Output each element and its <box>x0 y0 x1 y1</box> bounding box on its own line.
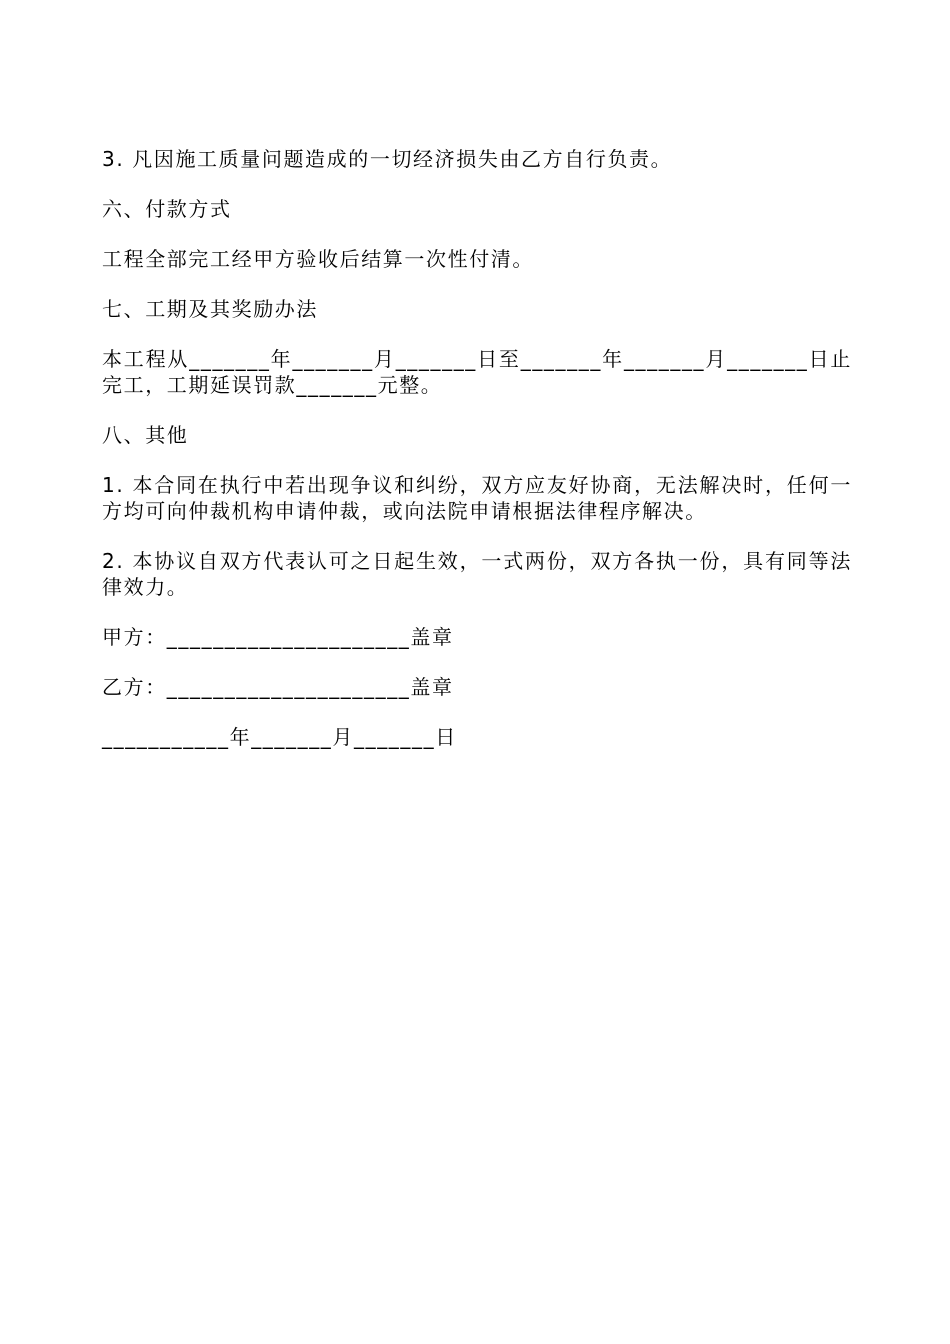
section-8-heading: 八、其他 <box>102 423 189 447</box>
date-line: ___________年_______月_______日 <box>102 725 457 749</box>
document-body <box>102 146 852 750</box>
construction-period-text: 本工程从_______年_______月_______日至_______年_______月_______日止完工，工期延误罚款_______元整。 <box>102 347 852 397</box>
clause-3-quality-loss: 3. 凡因施工质量问题造成的一切经济损失由乙方自行负责。 <box>102 147 673 171</box>
party-a-signature-line: 甲方：_____________________盖章 <box>102 625 454 649</box>
section-6-heading: 六、付款方式 <box>102 197 232 221</box>
payment-method-text: 工程全部完工经甲方验收后结算一次性付清。 <box>102 247 534 271</box>
other-clause-2: 2. 本协议自双方代表认可之日起生效，一式两份，双方各执一份，具有同等法律效力。 <box>102 549 852 599</box>
other-clause-1: 1. 本合同在执行中若出现争议和纠纷，双方应友好协商，无法解决时，任何一方均可向仲裁机构申请仲裁，或向法院申请根据法律程序解决。 <box>102 473 852 523</box>
party-b-signature-line: 乙方：_____________________盖章 <box>102 675 454 699</box>
section-7-heading: 七、工期及其奖励办法 <box>102 297 318 321</box>
